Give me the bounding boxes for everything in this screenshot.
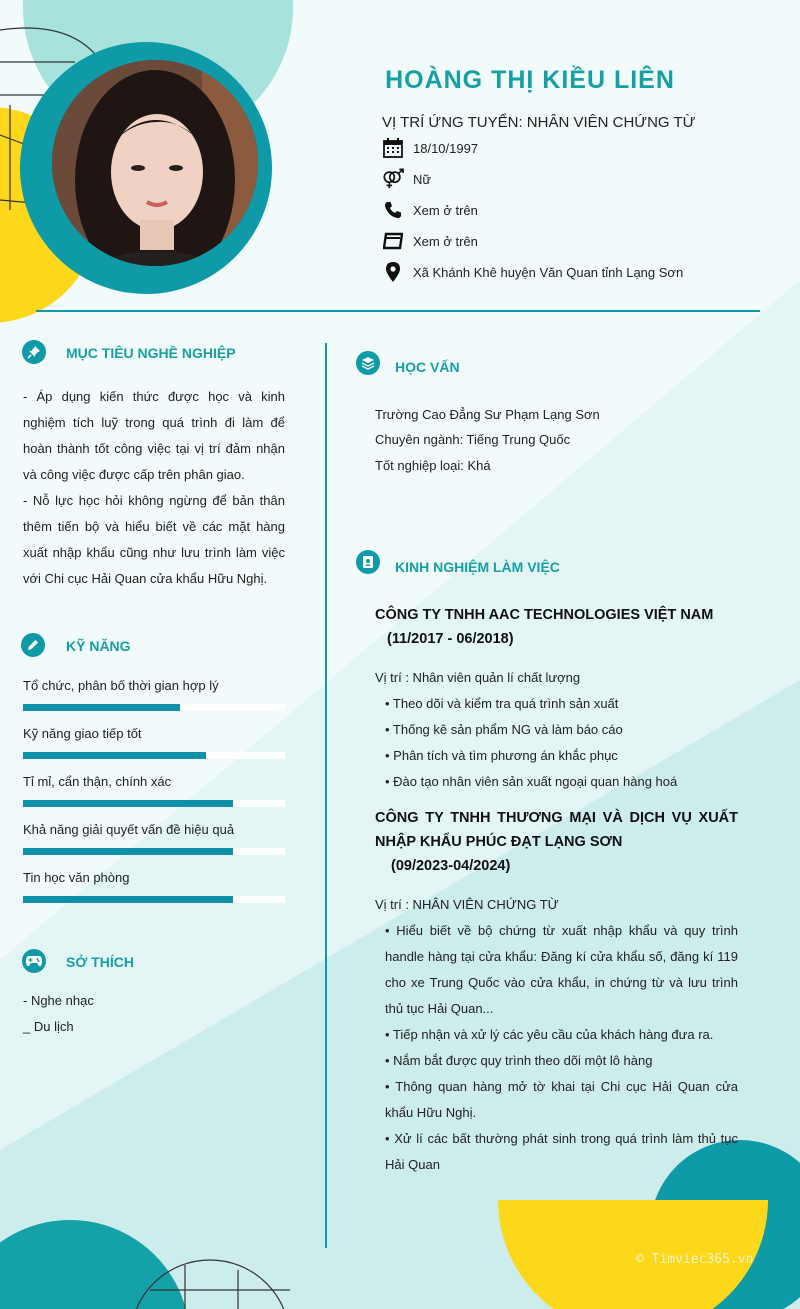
job-role: Vị trí : NHÂN VIÊN CHỨNG TỪ (375, 897, 559, 912)
objective-paragraph-2: - Nỗ lực học hỏi không ngừng để bản thân thêm tiến bộ và hiểu biết về các mặt hàng xuất nhập khẩu cũng như lưu trình làm việc với Chi cục Hải Quan cửa khẩu Hữu Nghị. (23, 493, 285, 586)
info-email (382, 230, 478, 252)
badge-icon (356, 550, 380, 574)
phone-text: Xem ở trên (413, 202, 478, 218)
header-divider (36, 310, 760, 312)
job-task: • Nắm bắt được quy trình theo dõi một lô hàng (385, 1053, 653, 1068)
skill-label: Tin học văn phòng (23, 870, 130, 885)
education-school: Trường Cao Đẳng Sư Phạm Lạng Sơn (375, 407, 600, 422)
layers-icon (356, 351, 380, 375)
skill-bar (23, 896, 285, 903)
skill-fill (23, 896, 233, 903)
gender-text: Nữ (413, 171, 432, 187)
skill-label: Kỹ năng giao tiếp tốt (23, 726, 142, 741)
education-major: Chuyên ngành: Tiếng Trung Quốc (375, 432, 571, 447)
watermark: © Timviec365.vn (636, 1252, 754, 1267)
phone-icon (382, 199, 404, 221)
info-gender (382, 168, 431, 190)
education-grade: Tốt nghiệp loại: Khá (375, 458, 491, 473)
hobbies-title: SỞ THÍCH (66, 954, 134, 970)
company-name: CÔNG TY TNHH AAC TECHNOLOGIES VIỆT NAM (375, 607, 714, 623)
skills-title: KỸ NĂNG (66, 638, 131, 654)
objective-title: MỤC TIÊU NGHỀ NGHIỆP (66, 345, 236, 361)
info-phone (382, 199, 478, 221)
calendar-icon (382, 137, 404, 159)
email-text: Xem ở trên (413, 233, 478, 249)
skill-bar (23, 848, 285, 855)
applied-position: VỊ TRÍ ỨNG TUYỂN: NHÂN VIÊN CHỨNG TỪ (382, 114, 696, 131)
info-birthday (382, 137, 478, 159)
column-divider (325, 343, 327, 1248)
job-task: • Thống kê sản phẩm NG và làm báo cáo (385, 722, 623, 737)
job-task: • Tiếp nhận và xử lý các yêu cầu của khách hàng đưa ra. (385, 1027, 714, 1042)
pin-icon (22, 340, 46, 364)
job-task: • Đào tạo nhân viên sản xuất ngoại quan hàng hoá (385, 774, 678, 789)
hobby-item: _ Du lịch (23, 1019, 74, 1034)
hobbies-list (23, 988, 285, 1040)
job-task: • Hiểu biết về bộ chứng từ xuất nhập khẩu và quy trình handle hàng tại cửa khẩu: Đăng kí cửa khẩu số, đăng kí 119 cho xe Trung Quốc vào cửa khẩu, in chứng từ và lưu trình thủ tục Hải Quan... (385, 923, 738, 1016)
gamepad-icon (22, 949, 46, 973)
info-address (382, 261, 683, 283)
job-period: (09/2023-04/2024) (391, 858, 511, 874)
pencil-icon (21, 633, 45, 657)
location-icon (382, 261, 404, 283)
job-task: • Thông quan hàng mở tờ khai tại Chi cục Hải Quan cửa khẩu Hữu Nghị. (385, 1079, 738, 1120)
avatar (52, 60, 258, 266)
skill-fill (23, 800, 233, 807)
gender-icon (382, 168, 404, 190)
skill-label: Khả năng giải quyết vấn đề hiệu quả (23, 822, 235, 837)
objective-text (23, 384, 285, 592)
email-icon (382, 230, 404, 252)
objective-paragraph-1: - Áp dụng kiến thức được học và kinh nghiệm tích luỹ trong quá trình đi làm để hoàn thành tốt công việc tại vị trí đảm nhận và công việc được cấp trên phân giao. (23, 389, 285, 482)
education-title: HỌC VẤN (395, 359, 460, 375)
skill-fill (23, 752, 206, 759)
skill-fill (23, 848, 233, 855)
candidate-name: HOÀNG THỊ KIỀU LIÊN (385, 66, 675, 94)
skill-fill (23, 704, 180, 711)
company-name: CÔNG TY TNHH THƯƠNG MẠI VÀ DỊCH VỤ XUẤT NHẬP KHẨU PHÚC ĐẠT LẠNG SƠN (375, 810, 738, 850)
job-period: (11/2017 - 06/2018) (387, 631, 514, 647)
job-role: Vị trí : Nhân viên quản lí chất lượng (375, 670, 581, 685)
job-task: • Phân tích và tìm phương án khắc phục (385, 748, 618, 763)
birthday-text: 18/10/1997 (413, 140, 479, 156)
skill-bar (23, 704, 285, 711)
skill-bar (23, 752, 285, 759)
job-task: • Theo dõi và kiểm tra quá trình sản xuất (385, 696, 619, 711)
address-text: Xã Khánh Khê huyện Văn Quan tỉnh Lạng Sơn (413, 264, 684, 280)
skill-label: Tổ chức, phân bố thời gian hợp lý (23, 678, 219, 693)
experience-title: KINH NGHIỆM LÀM VIỆC (395, 559, 560, 575)
job-task: • Xử lí các bất thường phát sinh trong quá trình làm thủ tục Hải Quan (385, 1131, 738, 1172)
skill-bar (23, 800, 285, 807)
skill-label: Tỉ mỉ, cẩn thận, chính xác (23, 774, 172, 789)
hobby-item: - Nghe nhạc (23, 993, 94, 1008)
